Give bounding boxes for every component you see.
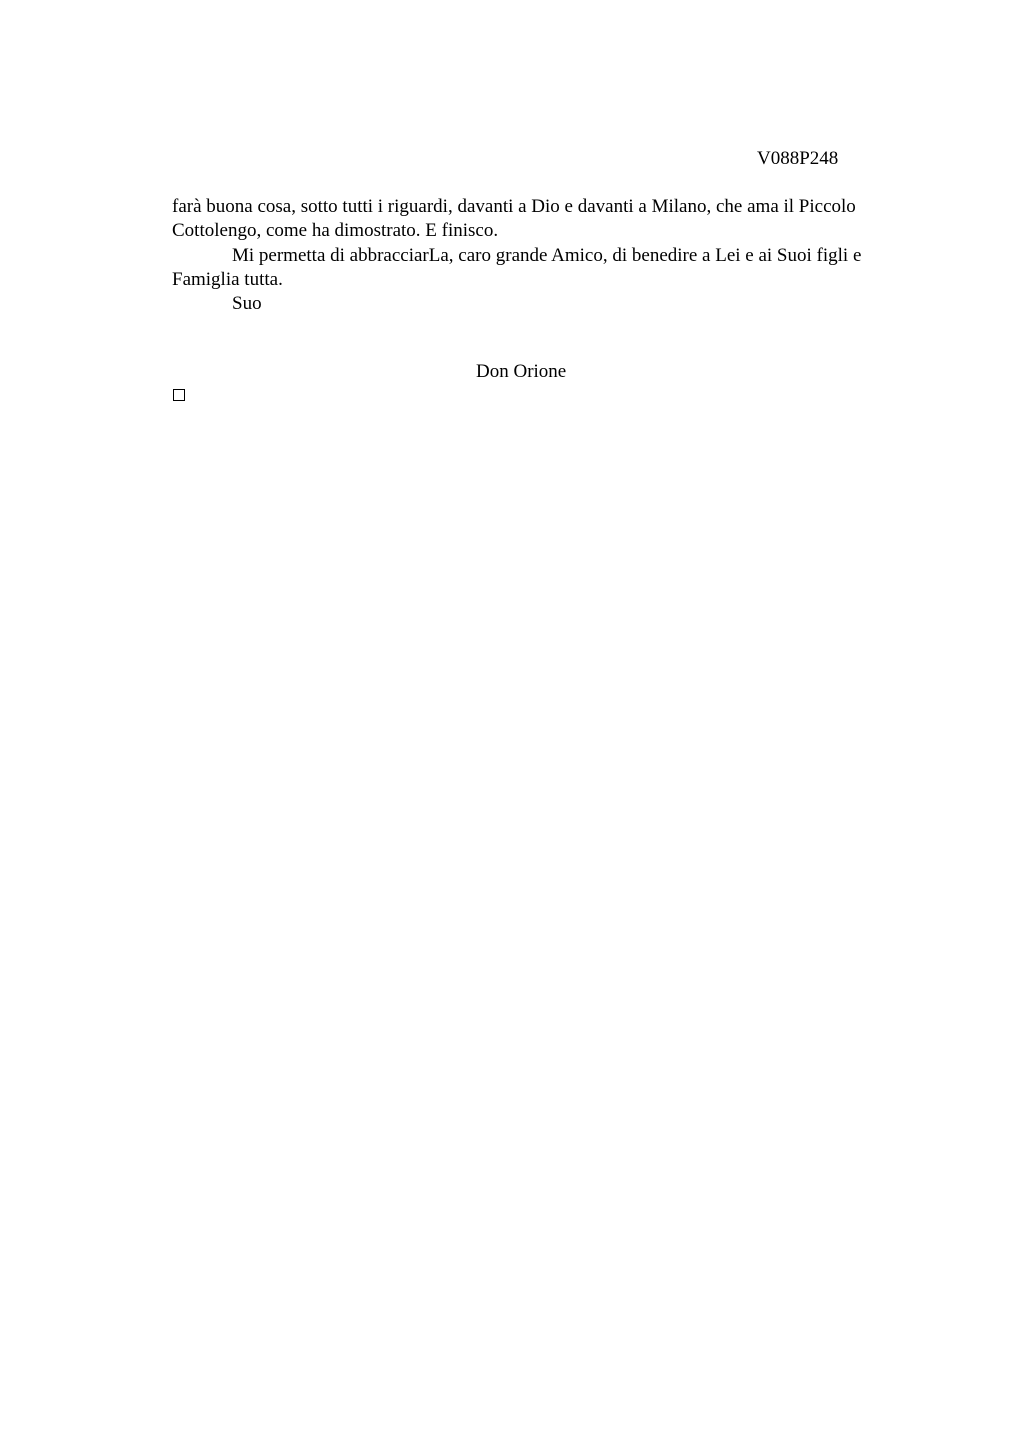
paragraph-continuation: farà buona cosa, sotto tutti i riguardi, davanti a Dio e davanti a Milano, che ama il Piccolo Cottolengo, come ha dimostrato. E finisco. xyxy=(172,196,856,242)
paragraph-closing: Mi permetta di abbracciarLa, caro grande Amico, di benedire a Lei e ai Suoi figli e Famiglia tutta. xyxy=(172,244,862,290)
page-code: V088P248 xyxy=(757,148,839,169)
square-outline-icon xyxy=(173,389,185,401)
letter-body xyxy=(172,195,924,316)
signature: Don Orione xyxy=(476,361,567,382)
paragraph-valediction: Suo xyxy=(232,293,262,315)
